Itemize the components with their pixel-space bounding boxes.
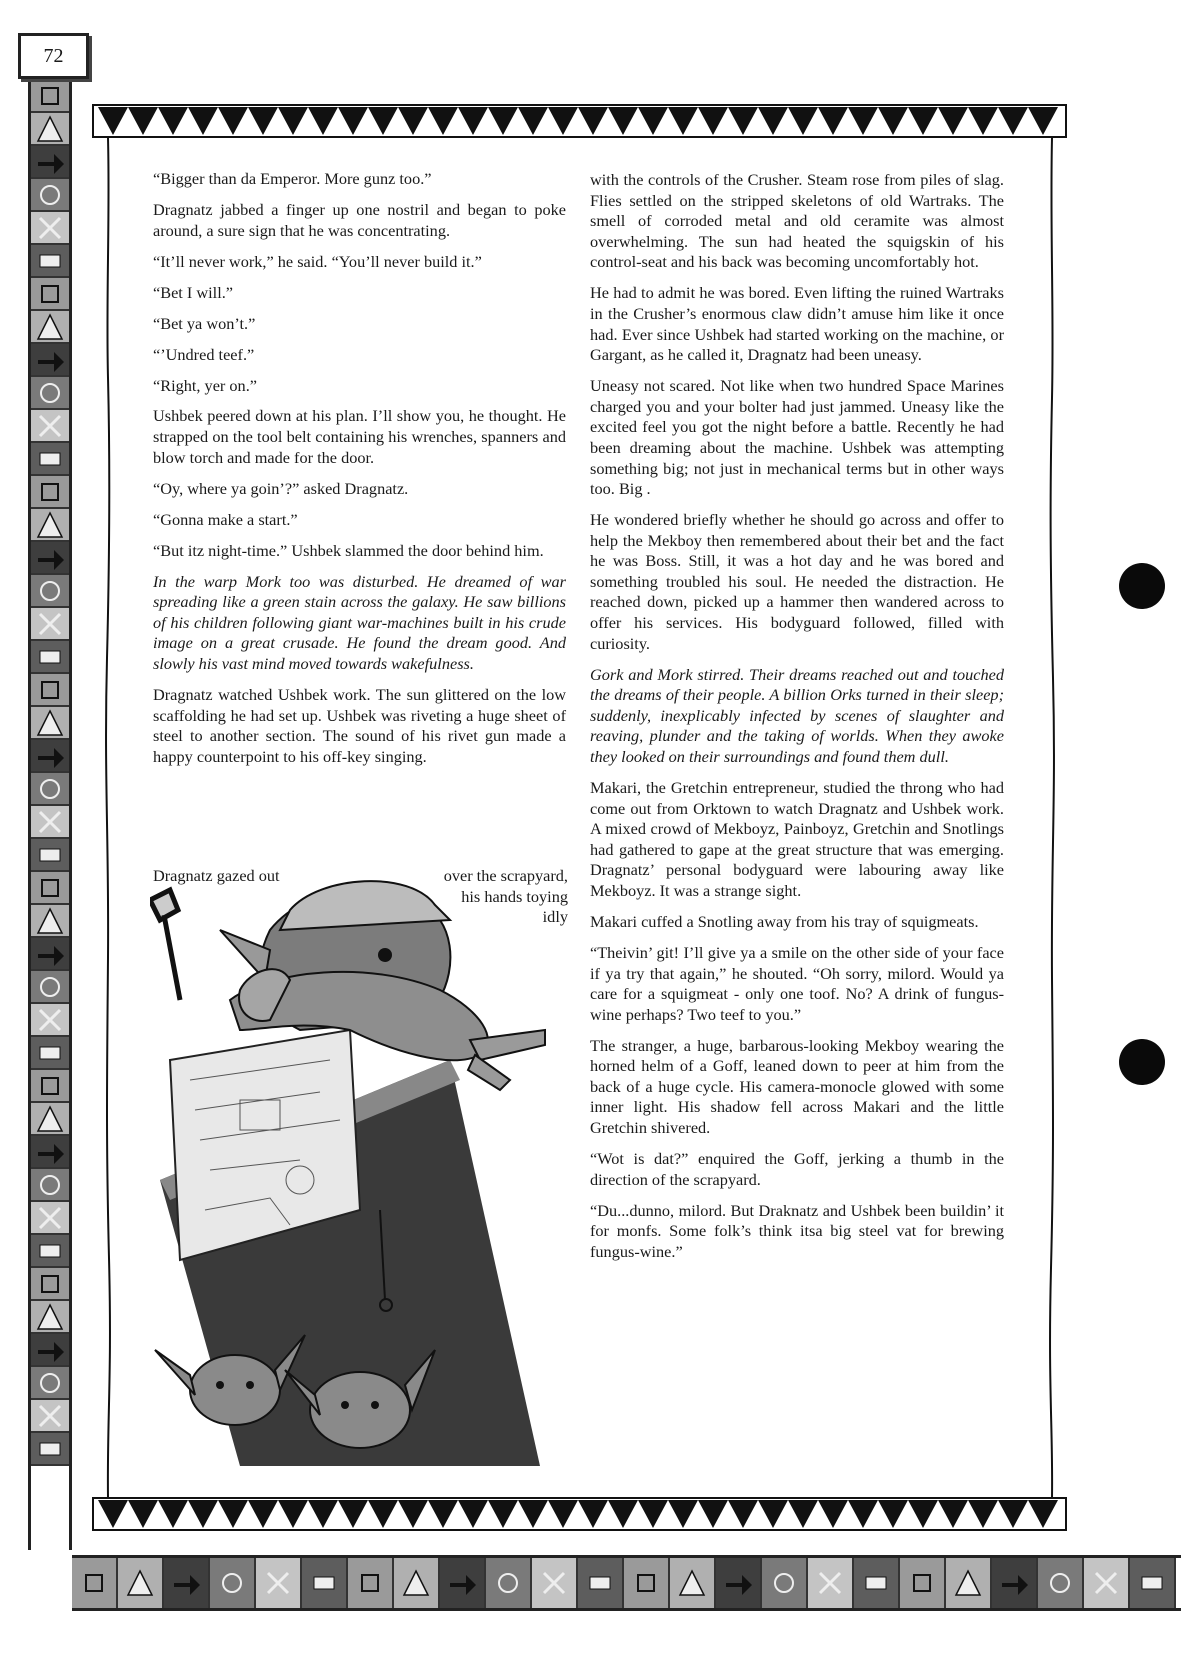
right-text-column — [590, 170, 1004, 1273]
paragraph: Dragnatz watched Ushbek work. The sun glittered on the low scaffolding he had set up. Ushbek was riveting a huge sheet of steel to another section. The sound of his rivet gun made a happy counterpoint to his off-key singing. — [153, 684, 566, 766]
paragraph: The stranger, a huge, barbarous-looking Mekboy wearing the horned helm of a Goff, leaned down to peer at him from the back of a huge cycle. His camera-monocle glowed with some inner light. His shadow fell across Makari and the little Gretchin shivered. — [590, 1035, 1004, 1138]
binder-hole — [1119, 563, 1165, 609]
tile-glyph-icon — [34, 1334, 66, 1366]
tile-glyph-icon — [34, 674, 66, 706]
paragraph: “Gonna make a start.” — [153, 509, 298, 529]
tile-glyph-icon — [630, 1567, 662, 1599]
tile-glyph-icon — [860, 1567, 892, 1599]
tile-glyph-icon — [34, 278, 66, 310]
border-tile — [900, 1558, 946, 1608]
tile-glyph-icon — [34, 410, 66, 442]
tile-glyph-icon — [34, 938, 66, 970]
border-tile — [31, 410, 69, 443]
border-tile — [31, 773, 69, 806]
paragraph: Uneasy not scared. Not like when two hundred Space Marines charged you and your bolter had just jammed. Uneasy like the excited feel you got the night before a battle. Recently he had been dreaming about the machine. Ushbek was attempting something big; not just in mechanical terms but in other ways too. Big . — [590, 376, 1004, 499]
paragraph: “Right, yer on.” — [153, 375, 257, 395]
tile-glyph-icon — [34, 1301, 66, 1333]
border-tile — [31, 344, 69, 377]
border-tile — [31, 80, 69, 113]
paragraph: “It’ll never work,” he said. “You’ll never build it.” — [153, 251, 482, 271]
border-tile — [31, 179, 69, 212]
bottom-zigzag-border — [92, 1497, 1067, 1531]
tile-glyph-icon — [34, 113, 66, 145]
tile-glyph-icon — [308, 1567, 340, 1599]
border-tile — [72, 1558, 118, 1608]
border-tile — [31, 641, 69, 674]
border-tile — [31, 971, 69, 1004]
border-tile — [31, 1202, 69, 1235]
tile-glyph-icon — [34, 608, 66, 640]
tile-glyph-icon — [34, 1136, 66, 1168]
border-tile — [31, 806, 69, 839]
tile-glyph-icon — [34, 377, 66, 409]
tile-glyph-icon — [492, 1567, 524, 1599]
border-tile — [31, 872, 69, 905]
paragraph: Gork and Mork stirred. Their dreams reached out and touched the dreams of their people. A billion Orks turned in their sleep; suddenly, inexplicably infected by scenes of slaughter and reaving, plunder and the taking of worlds. When they awoke they looked on their surroundings and found them dull. — [590, 664, 1004, 766]
tile-glyph-icon — [34, 806, 66, 838]
wrap-text-right-line-3: idly — [542, 907, 568, 927]
border-tile — [31, 740, 69, 773]
paragraph: Ushbek peered down at his plan. I’ll show you, he thought. He strapped on the tool belt containing his wrenches, spanners and blow torch and made for the door. — [153, 406, 566, 467]
tile-glyph-icon — [34, 773, 66, 805]
frame-right-line — [1048, 138, 1056, 1498]
tile-glyph-icon — [34, 1037, 66, 1069]
border-tile — [31, 1367, 69, 1400]
border-tile — [1130, 1558, 1176, 1608]
paragraph: He had to admit he was bored. Even lifting the ruined Wartraks in the Crusher’s enormous claw didn’t amuse him like it once had. Ever since Ushbek had started working on the machine, or Gargant, as he called it, Dragnatz had been uneasy. — [590, 283, 1004, 365]
border-tile — [31, 707, 69, 740]
border-tile — [31, 575, 69, 608]
tile-glyph-icon — [814, 1567, 846, 1599]
border-tile — [486, 1558, 532, 1608]
border-tile — [31, 278, 69, 311]
tile-glyph-icon — [34, 971, 66, 1003]
ork-illustration — [150, 880, 570, 1466]
border-tile — [31, 311, 69, 344]
paragraph: “Bet ya won’t.” — [153, 313, 256, 333]
tile-glyph-icon — [400, 1567, 432, 1599]
tile-glyph-icon — [34, 1268, 66, 1300]
border-tile — [31, 1103, 69, 1136]
border-tile — [624, 1558, 670, 1608]
paragraph: “Du...dunno, milord. But Draknatz and Ushbek been buildin’ it for monfs. Some folk’s think itsa big steel vat for brewing fungus-wine.” — [590, 1200, 1004, 1261]
tile-glyph-icon — [768, 1567, 800, 1599]
frame-left-line — [104, 138, 112, 1498]
tile-glyph-icon — [34, 311, 66, 343]
tile-glyph-icon — [34, 179, 66, 211]
tile-glyph-icon — [262, 1567, 294, 1599]
tile-glyph-icon — [34, 443, 66, 475]
border-tile — [532, 1558, 578, 1608]
border-tile — [31, 1004, 69, 1037]
left-text-column — [153, 169, 566, 778]
tile-glyph-icon — [34, 344, 66, 376]
border-tile — [210, 1558, 256, 1608]
border-tile — [118, 1558, 164, 1608]
border-tile — [31, 938, 69, 971]
wrap-text-right-line-1: over the scrapyard, — [443, 866, 568, 885]
paragraph: with the controls of the Crusher. Steam rose from piles of slag. Flies settled on the stripped skeletons of old Wartraks. The smell of corroded metal and old ceramite was almost overwhelming. The sun had heated the squigskin of his control-seat and his back was becoming uncomfortably hot. — [590, 170, 1004, 272]
border-tile — [31, 509, 69, 542]
tile-glyph-icon — [34, 1367, 66, 1399]
border-tile — [31, 113, 69, 146]
tile-glyph-icon — [34, 872, 66, 904]
bottom-border-strip — [72, 1555, 1181, 1611]
tile-glyph-icon — [78, 1567, 110, 1599]
border-tile — [31, 1070, 69, 1103]
tile-glyph-icon — [34, 80, 66, 112]
border-tile — [164, 1558, 210, 1608]
tile-glyph-icon — [906, 1567, 938, 1599]
tile-glyph-icon — [34, 1433, 66, 1465]
border-tile — [578, 1558, 624, 1608]
tile-glyph-icon — [34, 1235, 66, 1267]
border-tile — [670, 1558, 716, 1608]
tile-glyph-icon — [34, 1400, 66, 1432]
tile-glyph-icon — [34, 1004, 66, 1036]
border-tile — [31, 1169, 69, 1202]
tile-glyph-icon — [1044, 1567, 1076, 1599]
tile-glyph-icon — [34, 212, 66, 244]
paragraph: “Oy, where ya goin’?” asked Dragnatz. — [153, 478, 409, 498]
wrap-text-right-line-2: his hands toying — [461, 886, 568, 906]
tile-glyph-icon — [34, 509, 66, 541]
paragraph: He wondered briefly whether he should go across and offer to help the Mekboy then remembered about their bet and the fact he was Boss. Still, it was a hot day and he was bored and something troubled his soul. He needed the distraction. He reached down, picked up a hammer then wandered across to offer his services. His bodyguard followed, filled with curiosity. — [590, 510, 1004, 653]
tile-glyph-icon — [34, 245, 66, 277]
tile-glyph-icon — [170, 1567, 202, 1599]
tile-glyph-icon — [722, 1567, 754, 1599]
tile-glyph-icon — [1090, 1567, 1122, 1599]
border-tile — [946, 1558, 992, 1608]
paragraph: Makari, the Gretchin entrepreneur, studied the throng who had come out from Orktown to watch Dragnatz and Ushbek work. A mixed crowd of Mekboyz, Painboyz, Gretchin and Snotlings had gathered to gape at the great structure that was emerging. Dragnatz’ personal bodyguard were labouring away like Mekboyz. It was a strange sight. — [590, 777, 1004, 900]
paragraph: “Wot is dat?” enquired the Goff, jerking a thumb in the direction of the scrapyard. — [590, 1149, 1004, 1189]
tile-glyph-icon — [34, 542, 66, 574]
wrap-text-left: Dragnatz gazed out — [153, 866, 280, 885]
border-tile — [854, 1558, 900, 1608]
border-tile — [31, 1334, 69, 1367]
tile-glyph-icon — [34, 707, 66, 739]
border-tile — [302, 1558, 348, 1608]
border-tile — [394, 1558, 440, 1608]
tile-glyph-icon — [584, 1567, 616, 1599]
tile-glyph-icon — [34, 1169, 66, 1201]
left-border-strip — [28, 80, 72, 1550]
tile-glyph-icon — [952, 1567, 984, 1599]
tile-glyph-icon — [34, 1070, 66, 1102]
border-tile — [31, 1037, 69, 1070]
border-tile — [31, 905, 69, 938]
paragraph: Makari cuffed a Snotling away from his tray of squigmeats. — [590, 911, 979, 931]
tile-glyph-icon — [34, 641, 66, 673]
tile-glyph-icon — [34, 146, 66, 178]
tile-glyph-icon — [676, 1567, 708, 1599]
tile-glyph-icon — [1136, 1567, 1168, 1599]
tile-glyph-icon — [34, 1103, 66, 1135]
paragraph: “Bigger than da Emperor. More gunz too.” — [153, 169, 432, 188]
border-tile — [31, 245, 69, 278]
tile-glyph-icon — [538, 1567, 570, 1599]
border-tile — [256, 1558, 302, 1608]
tile-glyph-icon — [34, 575, 66, 607]
paragraph: “’Undred teef.” — [153, 344, 255, 364]
border-tile — [31, 1433, 69, 1466]
border-tile — [716, 1558, 762, 1608]
border-tile — [31, 1301, 69, 1334]
tile-glyph-icon — [216, 1567, 248, 1599]
tile-glyph-icon — [34, 740, 66, 772]
border-tile — [31, 1235, 69, 1268]
border-tile — [348, 1558, 394, 1608]
paragraph: “Bet I will.” — [153, 282, 234, 302]
border-tile — [992, 1558, 1038, 1608]
binder-hole — [1119, 1039, 1165, 1085]
border-tile — [31, 443, 69, 476]
border-tile — [31, 476, 69, 509]
tile-glyph-icon — [124, 1567, 156, 1599]
border-tile — [1084, 1558, 1130, 1608]
border-tile — [762, 1558, 808, 1608]
border-tile — [31, 542, 69, 575]
tile-glyph-icon — [446, 1567, 478, 1599]
paragraph: “But itz night-time.” Ushbek slammed the door behind him. — [153, 540, 544, 560]
border-tile — [31, 377, 69, 410]
border-tile — [31, 674, 69, 707]
border-tile — [1038, 1558, 1084, 1608]
border-tile — [31, 146, 69, 179]
tile-glyph-icon — [998, 1567, 1030, 1599]
border-tile — [31, 839, 69, 872]
tile-glyph-icon — [34, 1202, 66, 1234]
border-tile — [808, 1558, 854, 1608]
border-tile — [31, 1400, 69, 1433]
tile-glyph-icon — [34, 839, 66, 871]
border-tile — [31, 1268, 69, 1301]
border-tile — [31, 1136, 69, 1169]
border-tile — [31, 608, 69, 641]
page-number: 72 — [18, 33, 89, 79]
paragraph: In the warp Mork too was disturbed. He dreamed of war spreading like a green stain across the galaxy. He saw billions of his children following giant war-machines built in his crude image on a great crusade. He found the dream good. And slowly his vast mind moved towards wakefulness. — [153, 571, 566, 673]
top-zigzag-border — [92, 104, 1067, 138]
tile-glyph-icon — [354, 1567, 386, 1599]
border-tile — [440, 1558, 486, 1608]
paragraph: Dragnatz jabbed a finger up one nostril and began to poke around, a sure sign that he was concentrating. — [153, 199, 566, 240]
border-tile — [31, 212, 69, 245]
tile-glyph-icon — [34, 905, 66, 937]
paragraph: “Theivin’ git! I’ll give ya a smile on the other side of your face if ya try that again,” he shouted. “Oh sorry, milord. Would ya care for a squigmeat - only one toof. No? A drink of fungus-wine perhaps? Two teef to you.” — [590, 942, 1004, 1024]
tile-glyph-icon — [34, 476, 66, 508]
